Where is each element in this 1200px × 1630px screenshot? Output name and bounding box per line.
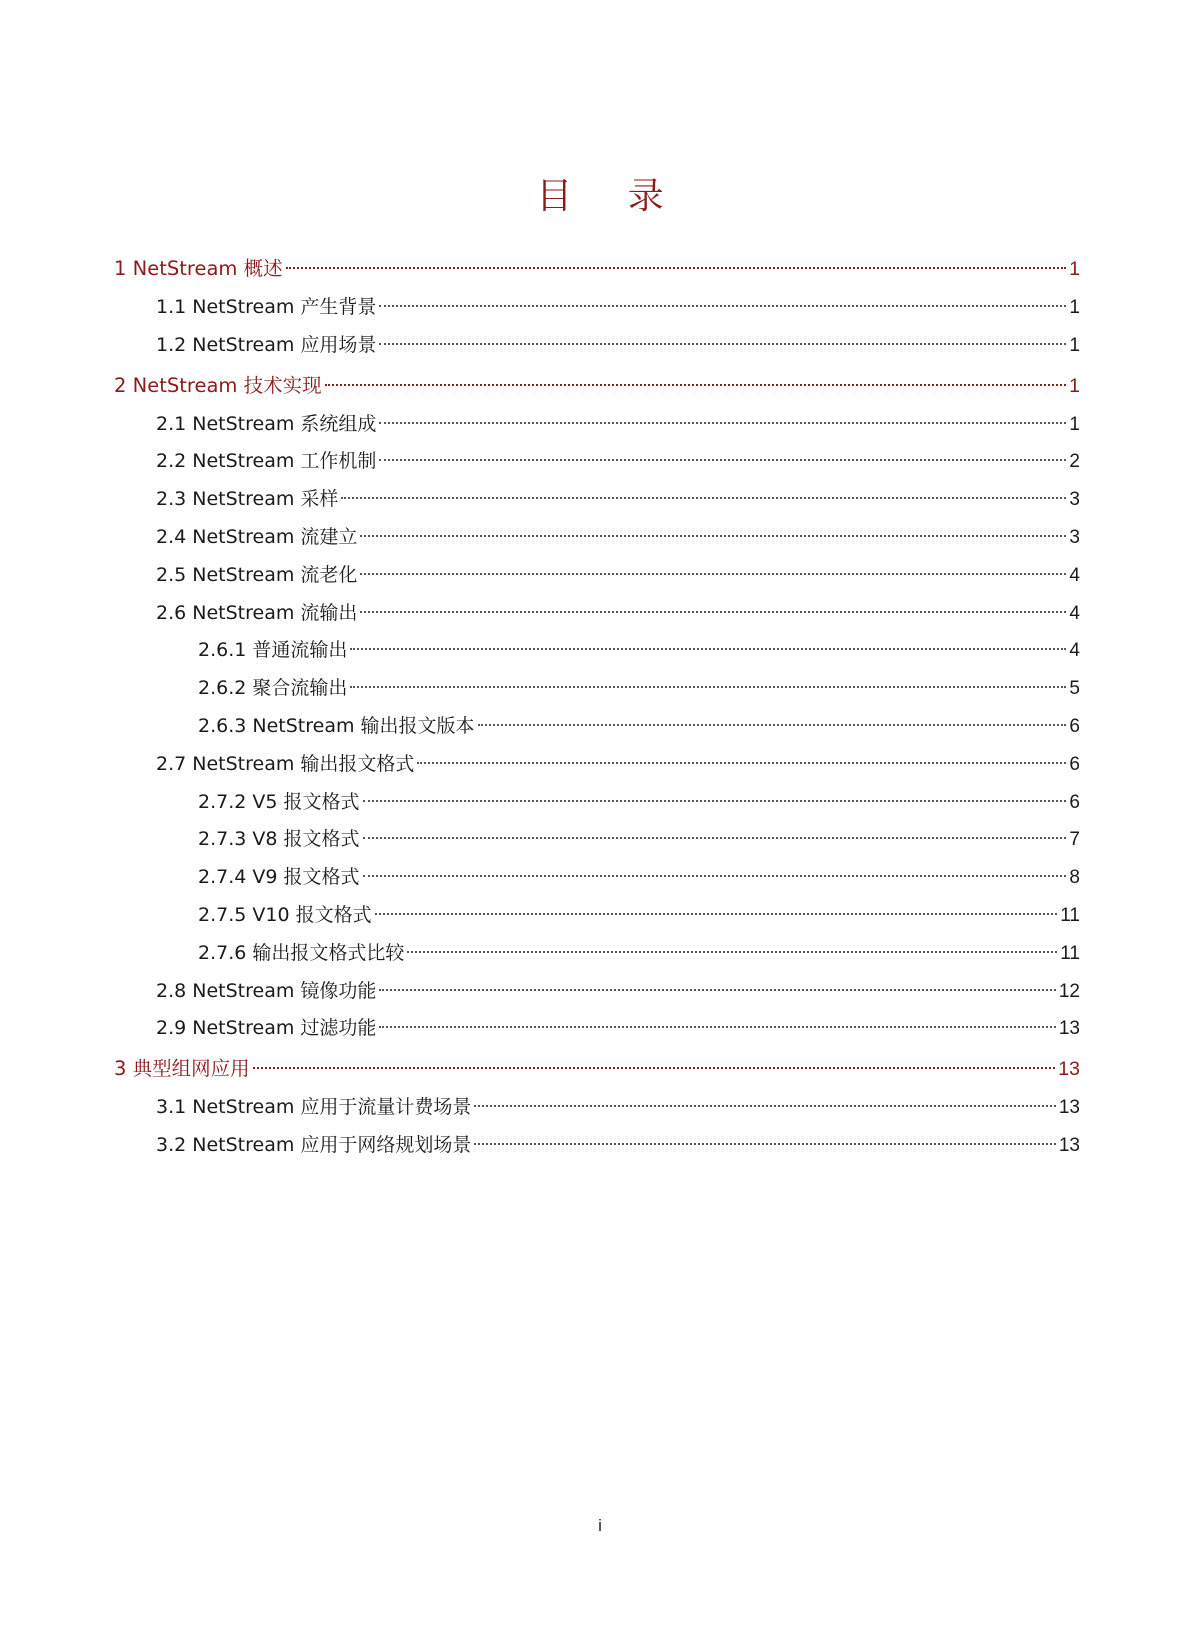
dot-leader bbox=[417, 762, 1066, 764]
toc-entry-page: 6 bbox=[1069, 715, 1080, 737]
toc-entry[interactable] bbox=[114, 859, 1080, 897]
toc-entry-label: 2.7.3 V8 报文格式 bbox=[198, 828, 360, 851]
dot-leader bbox=[379, 343, 1066, 345]
toc-entry-page: 5 bbox=[1069, 678, 1080, 700]
toc-entry-page: 6 bbox=[1069, 753, 1080, 775]
toc-entry[interactable] bbox=[114, 248, 1080, 289]
toc-entry-page: 1 bbox=[1069, 258, 1080, 280]
dot-leader bbox=[375, 913, 1058, 915]
toc-entry[interactable] bbox=[114, 289, 1080, 327]
toc-entry-label: 3.1 NetStream 应用于流量计费场景 bbox=[156, 1096, 472, 1119]
dot-leader bbox=[379, 989, 1055, 991]
toc-entry-label: 2.4 NetStream 流建立 bbox=[156, 525, 358, 548]
toc-entry-page: 8 bbox=[1069, 867, 1080, 889]
dot-leader bbox=[478, 724, 1067, 726]
toc-entry-page: 3 bbox=[1069, 489, 1080, 511]
dot-leader bbox=[360, 573, 1066, 575]
toc-entry[interactable] bbox=[114, 1010, 1080, 1048]
dot-leader bbox=[350, 686, 1066, 688]
toc-entry-label: 2.7 NetStream 输出报文格式 bbox=[156, 752, 415, 775]
page-number: i bbox=[598, 1516, 602, 1535]
toc-entry-page: 11 bbox=[1060, 942, 1080, 964]
toc-entry[interactable] bbox=[114, 632, 1080, 670]
toc-entry-label: 2.7.5 V10 报文格式 bbox=[198, 903, 372, 926]
toc-entry-page: 2 bbox=[1069, 451, 1080, 473]
toc-entry-label: 2.6.1 普通流输出 bbox=[198, 639, 348, 662]
toc-entry-page: 7 bbox=[1069, 829, 1080, 851]
toc-entry[interactable] bbox=[114, 784, 1080, 822]
toc-entry[interactable] bbox=[114, 973, 1080, 1011]
toc-entry-page: 13 bbox=[1058, 1134, 1080, 1156]
toc-entry[interactable] bbox=[114, 557, 1080, 595]
toc-entry-label: 1 NetStream 概述 bbox=[114, 257, 283, 280]
toc-entry-label: 1.2 NetStream 应用场景 bbox=[156, 333, 377, 356]
toc-entry-page: 1 bbox=[1069, 297, 1080, 318]
toc-entry-label: 2.7.4 V9 报文格式 bbox=[198, 866, 360, 889]
toc-entry-page: 12 bbox=[1058, 980, 1080, 1002]
toc-entry-label: 2.6.3 NetStream 输出报文版本 bbox=[198, 714, 475, 737]
toc-entry[interactable] bbox=[114, 670, 1080, 708]
toc-entry-page: 4 bbox=[1069, 602, 1080, 624]
toc-entry[interactable] bbox=[114, 935, 1080, 973]
dot-leader bbox=[360, 535, 1066, 537]
toc-entry[interactable] bbox=[114, 1048, 1080, 1089]
dot-leader bbox=[379, 1026, 1055, 1028]
toc-entry-page: 11 bbox=[1060, 904, 1080, 926]
dot-leader bbox=[379, 459, 1066, 461]
toc-entry-page: 4 bbox=[1069, 640, 1080, 662]
toc-entry-page: 6 bbox=[1069, 791, 1080, 813]
toc-entry-label: 2.9 NetStream 过滤功能 bbox=[156, 1017, 377, 1040]
toc-entry-label: 2.6.2 聚合流输出 bbox=[198, 677, 348, 700]
toc-entry-page: 4 bbox=[1069, 564, 1080, 586]
dot-leader bbox=[341, 497, 1066, 499]
toc-entry[interactable] bbox=[114, 897, 1080, 935]
table-of-contents bbox=[114, 248, 1080, 1165]
toc-entry-page: 13 bbox=[1058, 1097, 1080, 1119]
toc-title: 目 录 bbox=[536, 176, 686, 217]
dot-leader bbox=[363, 837, 1067, 839]
toc-entry[interactable] bbox=[114, 708, 1080, 746]
toc-entry[interactable] bbox=[114, 746, 1080, 784]
dot-leader bbox=[363, 875, 1067, 877]
toc-entry[interactable] bbox=[114, 595, 1080, 633]
dot-leader bbox=[474, 1143, 1055, 1145]
toc-entry-page: 1 bbox=[1069, 413, 1080, 435]
dot-leader bbox=[360, 611, 1066, 613]
toc-entry-label: 2.7.2 V5 报文格式 bbox=[198, 790, 360, 813]
toc-entry-page: 13 bbox=[1058, 1018, 1080, 1040]
toc-entry-label: 2.5 NetStream 流老化 bbox=[156, 563, 358, 586]
toc-entry-label: 2.8 NetStream 镜像功能 bbox=[156, 979, 377, 1002]
toc-entry-label: 3 典型组网应用 bbox=[114, 1057, 250, 1081]
toc-entry[interactable] bbox=[114, 443, 1080, 481]
dot-leader bbox=[286, 267, 1067, 269]
dot-leader bbox=[363, 800, 1067, 802]
toc-entry-label: 2.3 NetStream 采样 bbox=[156, 488, 339, 511]
dot-leader bbox=[379, 422, 1066, 424]
toc-entry-page: 3 bbox=[1069, 526, 1080, 548]
toc-entry-label: 2.6 NetStream 流输出 bbox=[156, 601, 358, 624]
toc-entry[interactable] bbox=[114, 406, 1080, 444]
toc-entry[interactable] bbox=[114, 365, 1080, 406]
toc-entry[interactable] bbox=[114, 519, 1080, 557]
toc-entry[interactable] bbox=[114, 327, 1080, 365]
toc-entry[interactable] bbox=[114, 1089, 1080, 1127]
toc-entry-label: 2.1 NetStream 系统组成 bbox=[156, 412, 377, 435]
toc-entry-label: 2.7.6 输出报文格式比较 bbox=[198, 941, 405, 964]
dot-leader bbox=[379, 305, 1066, 307]
dot-leader bbox=[325, 384, 1067, 386]
toc-entry[interactable] bbox=[114, 821, 1080, 859]
dot-leader bbox=[407, 951, 1057, 953]
toc-entry-label: 2.2 NetStream 工作机制 bbox=[156, 450, 377, 473]
toc-entry[interactable] bbox=[114, 1127, 1080, 1165]
toc-entry[interactable] bbox=[114, 481, 1080, 519]
toc-entry-page: 1 bbox=[1069, 374, 1080, 397]
dot-leader bbox=[253, 1067, 1056, 1069]
toc-entry-label: 3.2 NetStream 应用于网络规划场景 bbox=[156, 1133, 472, 1156]
toc-entry-label: 1.1 NetStream 产生背景 bbox=[156, 296, 377, 318]
toc-entry-label: 2 NetStream 技术实现 bbox=[114, 373, 322, 397]
dot-leader bbox=[350, 648, 1066, 650]
dot-leader bbox=[474, 1105, 1055, 1107]
toc-entry-page: 13 bbox=[1058, 1058, 1080, 1081]
toc-entry-page: 1 bbox=[1069, 334, 1080, 356]
